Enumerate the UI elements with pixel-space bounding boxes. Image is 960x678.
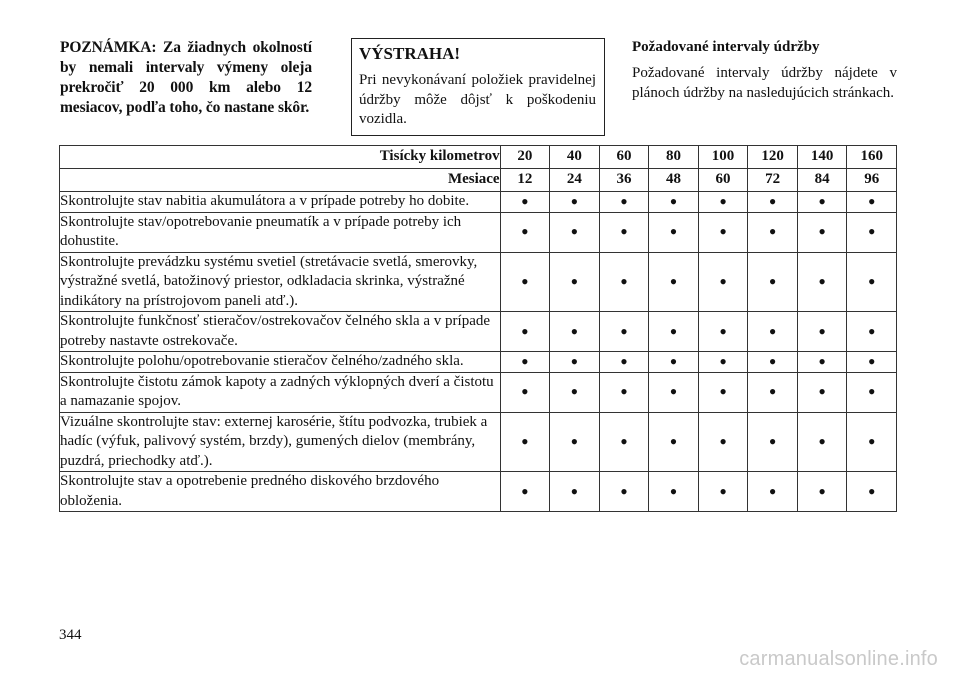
service-mark: • (649, 472, 699, 512)
table-row (60, 352, 897, 373)
km-value: 60 (599, 146, 649, 169)
service-mark: • (847, 472, 897, 512)
service-mark: • (550, 212, 600, 252)
maintenance-schedule-table (59, 145, 897, 512)
service-mark: • (599, 312, 649, 352)
service-mark: • (649, 192, 699, 213)
service-mark: • (550, 352, 600, 373)
service-mark: • (748, 212, 798, 252)
month-value: 48 (649, 169, 699, 192)
service-mark: • (599, 212, 649, 252)
service-mark: • (550, 412, 600, 472)
service-mark: • (500, 352, 550, 373)
month-value: 72 (748, 169, 798, 192)
service-mark: • (649, 312, 699, 352)
table-row (60, 252, 897, 312)
month-value: 84 (797, 169, 847, 192)
km-header-row (60, 146, 897, 169)
task-description: Skontrolujte stav a opotrebenie predného diskového brzdového obloženia. (60, 472, 501, 512)
km-value: 120 (748, 146, 798, 169)
months-header-label: Mesiace (60, 169, 501, 192)
service-mark: • (500, 252, 550, 312)
service-mark: • (500, 412, 550, 472)
service-mark: • (599, 252, 649, 312)
service-mark: • (698, 472, 748, 512)
oil-change-note: POZNÁMKA: Za žiadnych okolností by nemali intervaly výmeny oleja prekročiť 20 000 km alebo 12 mesiacov, podľa toho, čo nastane skôr. (60, 39, 312, 116)
km-value: 40 (550, 146, 600, 169)
task-description: Skontrolujte čistotu zámok kapoty a zadných výklopných dverí a čistotu a namazanie spojov. (60, 372, 501, 412)
month-value: 96 (847, 169, 897, 192)
warning-text: Pri nevykonávaní položiek pravidelnej údržby môže dôjsť k poškodeniu vozidla. (359, 72, 596, 127)
service-mark: • (748, 312, 798, 352)
table-row (60, 312, 897, 352)
service-mark: • (698, 192, 748, 213)
warning-box (351, 38, 605, 136)
service-mark: • (550, 252, 600, 312)
km-value: 20 (500, 146, 550, 169)
service-mark: • (698, 352, 748, 373)
month-value: 36 (599, 169, 649, 192)
service-mark: • (698, 212, 748, 252)
service-mark: • (847, 352, 897, 373)
service-mark: • (748, 472, 798, 512)
service-mark: • (649, 252, 699, 312)
km-value: 80 (649, 146, 699, 169)
service-mark: • (847, 372, 897, 412)
service-mark: • (500, 312, 550, 352)
intervals-text: Požadované intervaly údržby nájdete v plánoch údržby na nasledujúcich stránkach. (632, 65, 897, 101)
service-mark: • (649, 352, 699, 373)
service-mark: • (599, 472, 649, 512)
km-value: 160 (847, 146, 897, 169)
month-value: 60 (698, 169, 748, 192)
service-mark: • (500, 192, 550, 213)
watermark: carmanualsonline.info (739, 648, 938, 670)
warning-title: VÝSTRAHA! (359, 44, 461, 63)
service-mark: • (599, 192, 649, 213)
service-mark: • (599, 412, 649, 472)
service-mark: • (550, 372, 600, 412)
km-value: 140 (797, 146, 847, 169)
table-row (60, 372, 897, 412)
service-mark: • (698, 312, 748, 352)
task-description: Skontrolujte prevádzku systému svetiel (stretávacie svetlá, smerovky, výstražné svetlá, batožinový priestor, odkladacia skrinka, výstražné indikátory na prístrojovom paneli atď.). (60, 252, 501, 312)
service-mark: • (599, 352, 649, 373)
service-mark: • (500, 472, 550, 512)
intervals-section (632, 38, 897, 103)
service-mark: • (797, 252, 847, 312)
service-mark: • (847, 252, 897, 312)
service-mark: • (748, 192, 798, 213)
service-mark: • (649, 372, 699, 412)
service-mark: • (599, 372, 649, 412)
month-value: 24 (550, 169, 600, 192)
service-mark: • (797, 312, 847, 352)
service-mark: • (797, 372, 847, 412)
intervals-heading: Požadované intervaly údržby (632, 39, 820, 55)
service-mark: • (500, 372, 550, 412)
task-description: Skontrolujte polohu/opotrebovanie stieračov čelného/zadného skla. (60, 352, 501, 373)
table-row (60, 192, 897, 213)
service-mark: • (748, 412, 798, 472)
task-description: Skontrolujte funkčnosť stieračov/ostrekovačov čelného skla a v prípade potreby nastavte ostrekovače. (60, 312, 501, 352)
service-mark: • (698, 372, 748, 412)
service-mark: • (847, 312, 897, 352)
task-description: Skontrolujte stav/opotrebovanie pneumatík a v prípade potreby ich dohustite. (60, 212, 501, 252)
service-mark: • (748, 252, 798, 312)
service-mark: • (500, 212, 550, 252)
page-number: 344 (59, 627, 82, 643)
service-mark: • (649, 412, 699, 472)
km-header-label: Tisícky kilometrov (60, 146, 501, 169)
service-mark: • (649, 212, 699, 252)
service-mark: • (797, 472, 847, 512)
table-row (60, 472, 897, 512)
service-mark: • (847, 412, 897, 472)
table-row (60, 212, 897, 252)
task-description: Skontrolujte stav nabitia akumulátora a v prípade potreby ho dobite. (60, 192, 501, 213)
service-mark: • (847, 212, 897, 252)
service-mark: • (797, 352, 847, 373)
service-mark: • (847, 192, 897, 213)
service-mark: • (550, 312, 600, 352)
service-mark: • (550, 472, 600, 512)
service-mark: • (797, 412, 847, 472)
table-row (60, 412, 897, 472)
km-value: 100 (698, 146, 748, 169)
service-mark: • (748, 372, 798, 412)
service-mark: • (698, 412, 748, 472)
service-mark: • (550, 192, 600, 213)
service-mark: • (797, 212, 847, 252)
month-value: 12 (500, 169, 550, 192)
service-mark: • (698, 252, 748, 312)
service-mark: • (748, 352, 798, 373)
service-mark: • (797, 192, 847, 213)
task-description: Vizuálne skontrolujte stav: externej karosérie, štítu podvozka, trubiek a hadíc (výfuk, palivový systém, brzdy), gumených dielov (membrány, puzdrá, priechodky atď.). (60, 412, 501, 472)
